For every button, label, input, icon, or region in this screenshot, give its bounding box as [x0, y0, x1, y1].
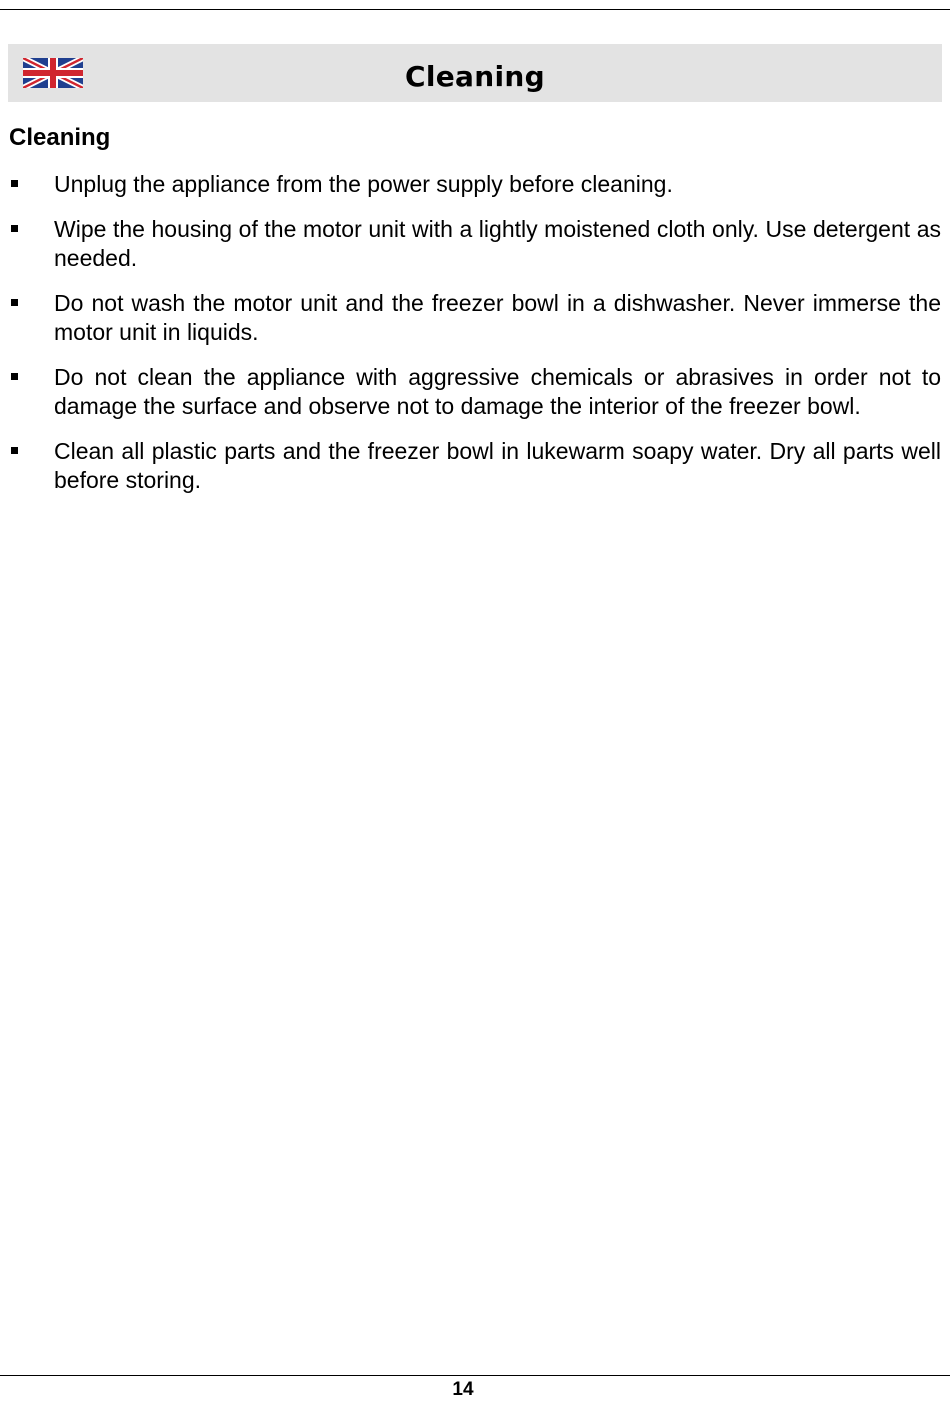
list-item	[9, 437, 941, 496]
square-bullet-icon	[11, 447, 18, 454]
section-header-band	[8, 44, 942, 102]
list-item-text: Do not wash the motor unit and the freezer bowl in a dishwasher. Never immerse the motor unit in liquids.	[54, 289, 941, 345]
section-heading: Cleaning	[9, 124, 111, 151]
list-item-text: Clean all plastic parts and the freezer bowl in lukewarm soapy water. Dry all parts well before storing.	[54, 437, 941, 493]
square-bullet-icon	[11, 225, 18, 232]
list-item-text: Do not clean the appliance with aggressive chemicals or abrasives in order not to damage the surface and observe not to damage the interior of the freezer bowl.	[54, 363, 941, 419]
square-bullet-icon	[11, 373, 18, 380]
section-header-title: Cleaning	[405, 60, 545, 93]
bottom-rule	[0, 1375, 950, 1376]
square-bullet-icon	[11, 299, 18, 306]
list-item	[9, 170, 941, 200]
cleaning-instructions-list	[9, 170, 941, 511]
square-bullet-icon	[11, 180, 18, 187]
list-item-text: Unplug the appliance from the power supply before cleaning.	[54, 171, 673, 197]
list-item	[9, 289, 941, 348]
list-item-text: Wipe the housing of the motor unit with a lightly moistened cloth only. Use detergent as needed.	[54, 215, 941, 271]
page-number: 14	[452, 1379, 474, 1400]
list-item	[9, 215, 941, 274]
top-rule	[0, 9, 950, 10]
list-item	[9, 363, 941, 422]
